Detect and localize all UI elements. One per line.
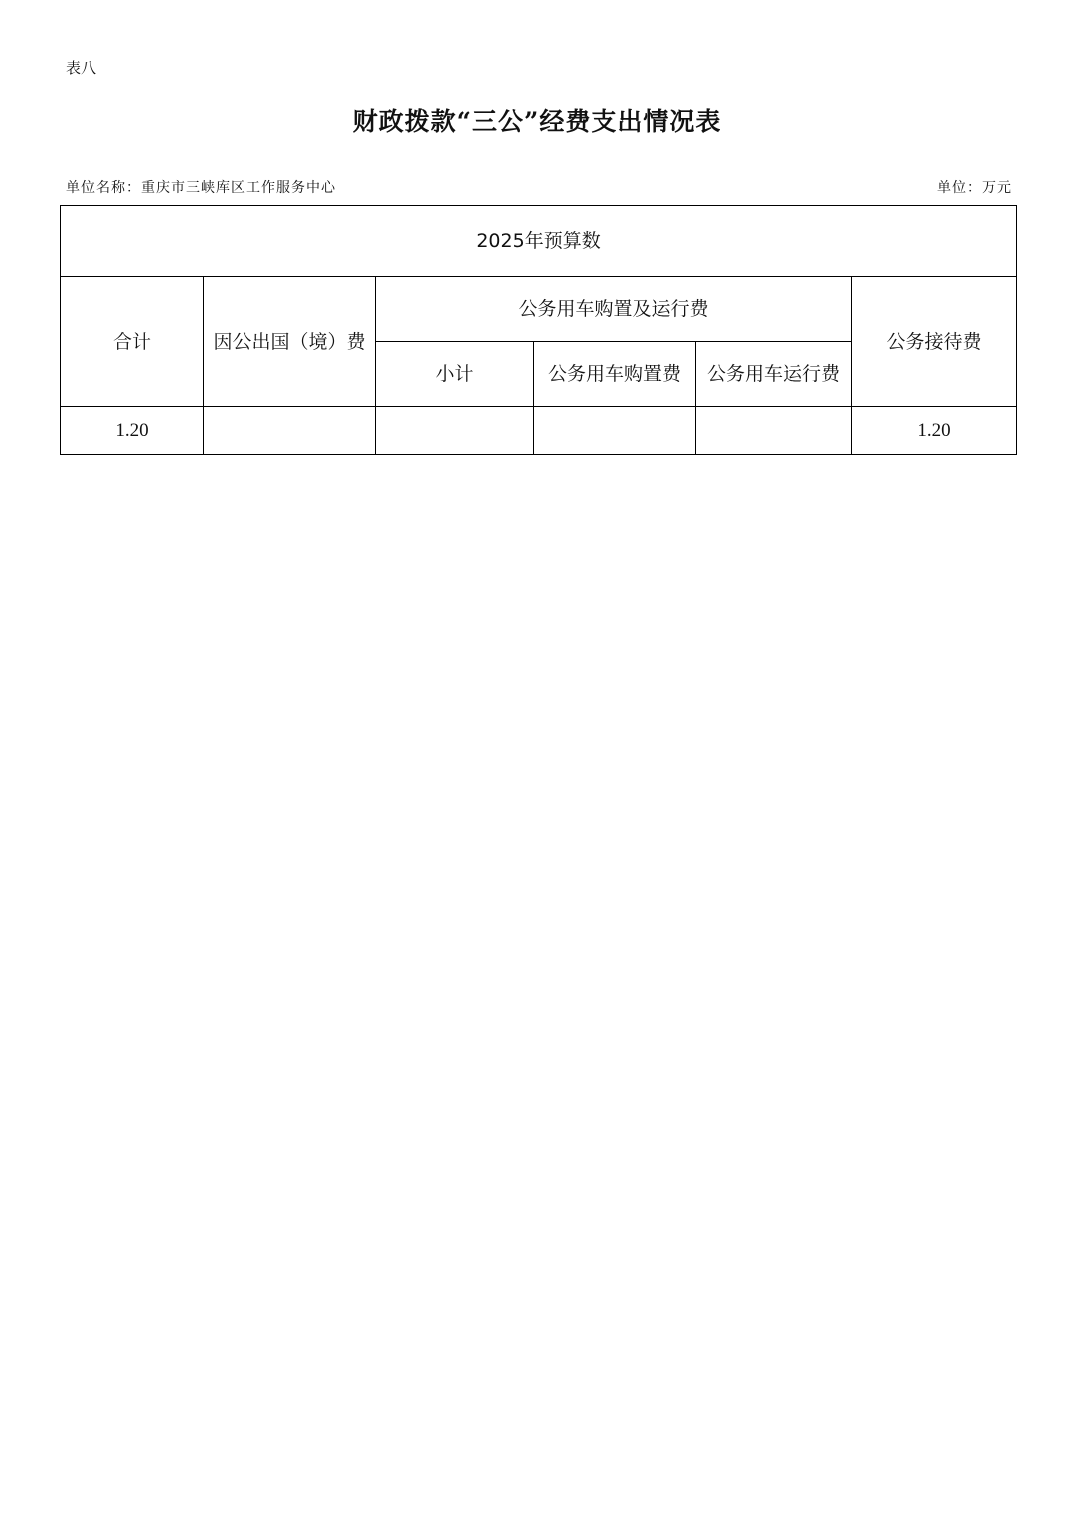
three-public-expenses-table: [60, 205, 1017, 455]
header-vehicle-subtotal: 小计: [376, 342, 534, 407]
cell-vehicle-purchase: [534, 407, 696, 455]
year-budget-header-text: 2025年预算数: [476, 230, 601, 252]
header-total: 合计: [61, 277, 204, 407]
table-header-row-year: [61, 206, 1017, 277]
header-vehicle-group: 公务用车购置及运行费: [376, 277, 852, 342]
document-title: 财政拨款“三公”经费支出情况表: [352, 107, 722, 136]
cell-reception-expenses: 1.20: [852, 407, 1017, 455]
header-vehicle-purchase: 公务用车购置费: [534, 342, 696, 407]
currency-unit-label: 单位：万元: [937, 180, 1012, 196]
header-abroad-expenses: 因公出国（境）费: [204, 277, 376, 407]
year-budget-header: [61, 206, 1017, 277]
table-header-row-categories: [61, 277, 1017, 342]
header-vehicle-operation: 公务用车运行费: [696, 342, 852, 407]
cell-vehicle-subtotal: [376, 407, 534, 455]
table-row: [61, 407, 1017, 455]
table-number-label: 表八: [66, 59, 97, 77]
unit-name-label: 单位名称：重庆市三峡库区工作服务中心: [66, 180, 336, 196]
cell-vehicle-operation: [696, 407, 852, 455]
cell-total: 1.20: [61, 407, 204, 455]
header-reception-expenses: 公务接待费: [852, 277, 1017, 407]
cell-abroad-expenses: [204, 407, 376, 455]
